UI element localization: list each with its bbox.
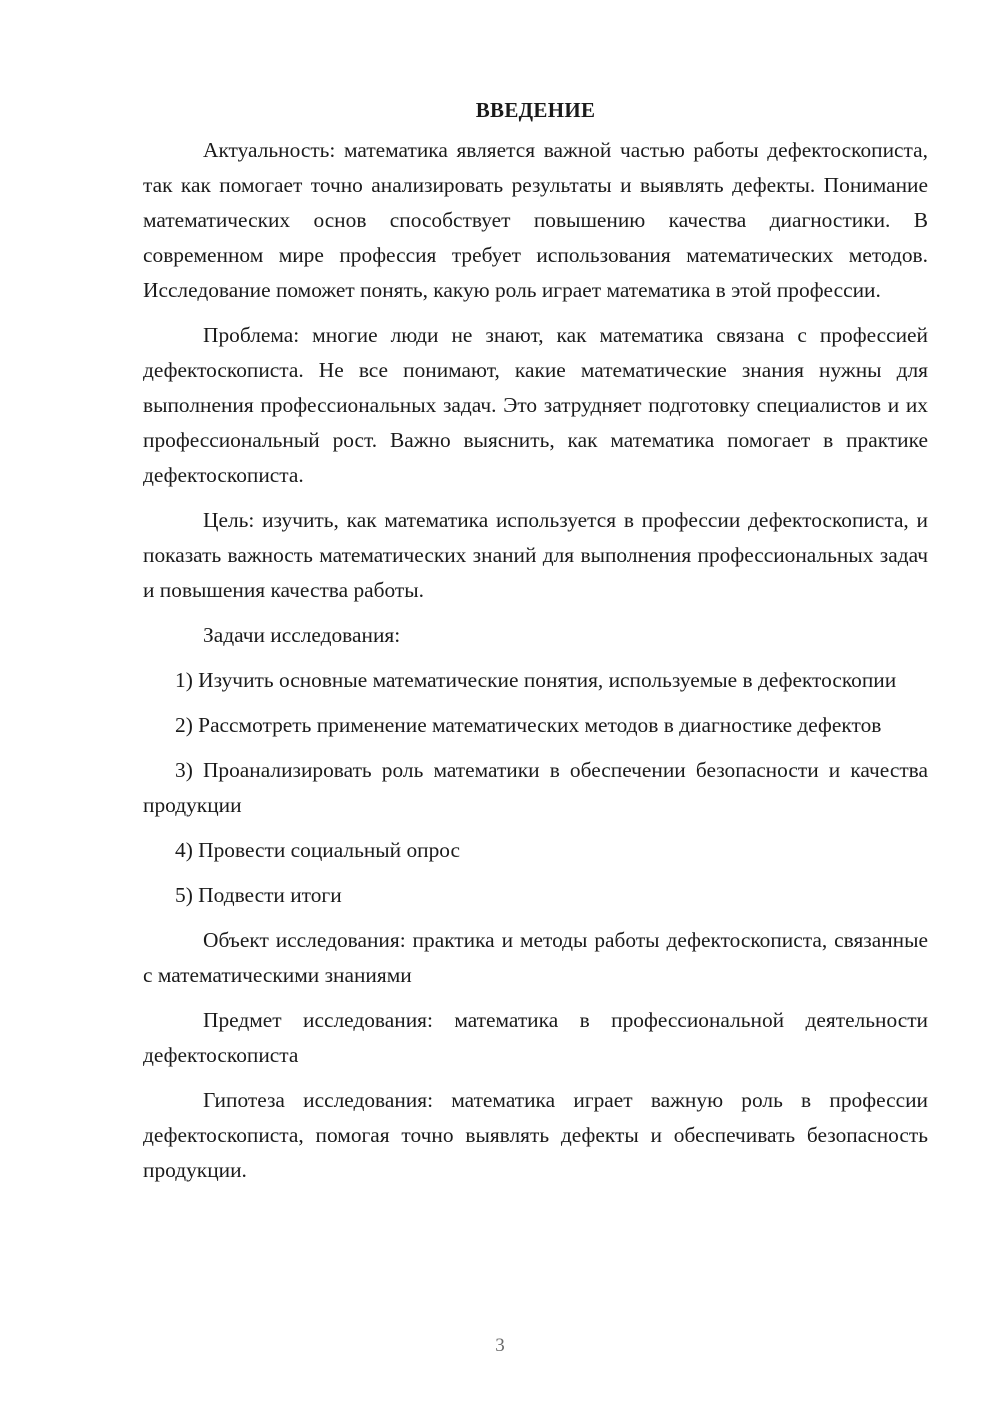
relevance-paragraph: Актуальность: математика является важной частью работы дефектоскописта, так как помогает точно анализировать результаты и выявлять дефекты. Понимание математических основ способствует повышению качества диагностики. В современном мире профессия требует использования математических методов. Исследование поможет понять, какую роль играет математика в этой профессии. xyxy=(143,138,928,302)
page-number: 3 xyxy=(495,1335,505,1356)
list-item: 1) Изучить основные математические понятия, используемые в дефектоскопии xyxy=(175,668,897,692)
tasks-heading: Задачи исследования: xyxy=(203,623,401,647)
list-item: 5) Подвести итоги xyxy=(175,883,342,907)
section-heading: ВВЕДЕНИЕ xyxy=(475,98,596,122)
subject-paragraph: Предмет исследования: математика в профессиональной деятельности дефектоскописта xyxy=(143,1008,928,1067)
problem-paragraph: Проблема: многие люди не знают, как математика связана с профессией дефектоскописта. Не все понимают, какие математические знания нужны для выполнения профессиональных задач. Это затрудняет подготовку специалистов и их профессиональный рост. Важно выяснить, как математика помогает в практике дефектоскописта. xyxy=(143,323,928,487)
goal-paragraph: Цель: изучить, как математика используется в профессии дефектоскописта, и показать важность математических знаний для выполнения профессиональных задач и повышения качества работы. xyxy=(143,508,928,602)
list-item: 3) Проанализировать роль математики в обеспечении безопасности и качества продукции xyxy=(143,758,928,817)
list-item: 2) Рассмотреть применение математических методов в диагностике дефектов xyxy=(175,713,882,737)
list-item: 4) Провести социальный опрос xyxy=(175,838,461,862)
document-page xyxy=(143,95,928,1188)
object-paragraph: Объект исследования: практика и методы работы дефектоскописта, связанные с математическими знаниями xyxy=(143,928,928,987)
hypothesis-paragraph: Гипотеза исследования: математика играет важную роль в профессии дефектоскописта, помогая точно выявлять дефекты и обеспечивать безопасность продукции. xyxy=(143,1088,928,1182)
